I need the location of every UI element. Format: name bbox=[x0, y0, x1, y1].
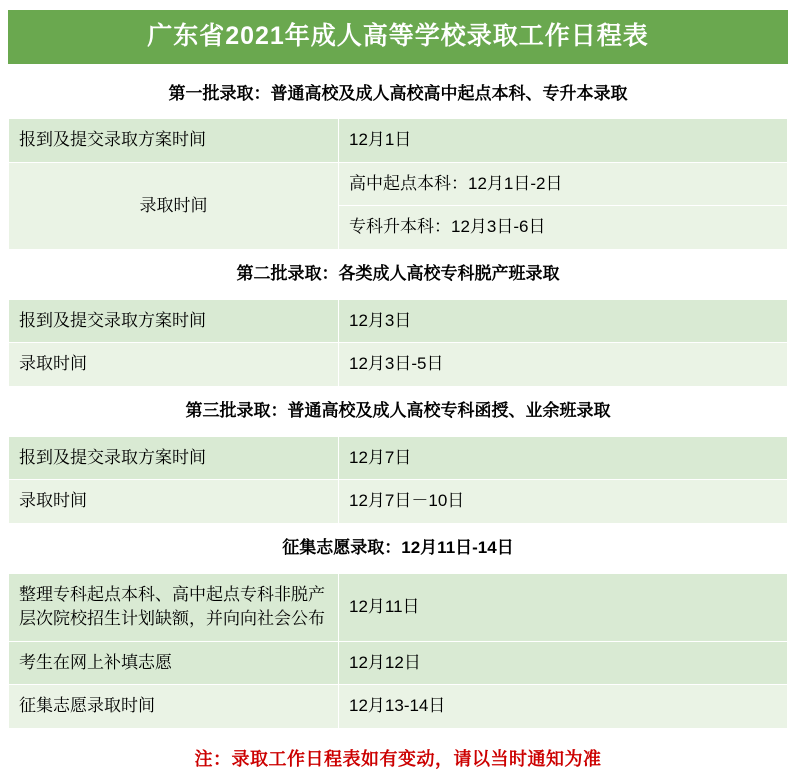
row-value: 12月11日 bbox=[339, 573, 788, 641]
section-heading-row bbox=[9, 70, 788, 119]
row-label: 报到及提交录取方案时间 bbox=[9, 119, 339, 163]
section-heading: 征集志愿录取：12月11日-14日 bbox=[9, 523, 788, 573]
section-heading: 第三批录取：普通高校及成人高校专科函授、业余班录取 bbox=[9, 386, 788, 436]
section-heading-row bbox=[9, 386, 788, 436]
row-value: 12月3日-5日 bbox=[339, 343, 788, 387]
row-label: 录取时间 bbox=[9, 343, 339, 387]
row-label: 考生在网上补填志愿 bbox=[9, 641, 339, 685]
row-label: 报到及提交录取方案时间 bbox=[9, 299, 339, 343]
row-label: 整理专科起点本科、高中起点专科非脱产层次院校招生计划缺额，并向向社会公布 bbox=[9, 573, 339, 641]
table-row bbox=[9, 343, 788, 387]
section-heading: 第一批录取：普通高校及成人高校高中起点本科、专升本录取 bbox=[9, 70, 788, 119]
row-value: 12月13-14日 bbox=[339, 685, 788, 729]
table-row bbox=[9, 162, 788, 206]
footer-note: 注：录取工作日程表如有变动，请以当时通知为准 bbox=[194, 749, 602, 770]
row-value: 12月7日－10日 bbox=[339, 480, 788, 524]
section-heading-row bbox=[9, 250, 788, 300]
row-value: 12月7日 bbox=[339, 436, 788, 480]
table-row bbox=[9, 119, 788, 163]
table-row bbox=[9, 685, 788, 729]
row-label: 录取时间 bbox=[9, 480, 339, 524]
row-label: 征集志愿录取时间 bbox=[9, 685, 339, 729]
table-row bbox=[9, 573, 788, 641]
table-row bbox=[9, 641, 788, 685]
row-label: 报到及提交录取方案时间 bbox=[9, 436, 339, 480]
row-value: 专科升本科：12月3日-6日 bbox=[339, 206, 788, 250]
schedule-table bbox=[8, 70, 788, 730]
table-row bbox=[9, 480, 788, 524]
row-value: 12月1日 bbox=[339, 119, 788, 163]
section-heading: 第二批录取：各类成人高校专科脱产班录取 bbox=[9, 250, 788, 300]
section-heading-row bbox=[9, 523, 788, 573]
table-row bbox=[9, 436, 788, 480]
row-label: 录取时间 bbox=[9, 162, 339, 249]
row-value: 高中起点本科：12月1日-2日 bbox=[339, 162, 788, 206]
table-row bbox=[9, 299, 788, 343]
row-value: 12月12日 bbox=[339, 641, 788, 685]
row-value: 12月3日 bbox=[339, 299, 788, 343]
page-title: 广东省2021年成人高等学校录取工作日程表 bbox=[8, 10, 788, 64]
